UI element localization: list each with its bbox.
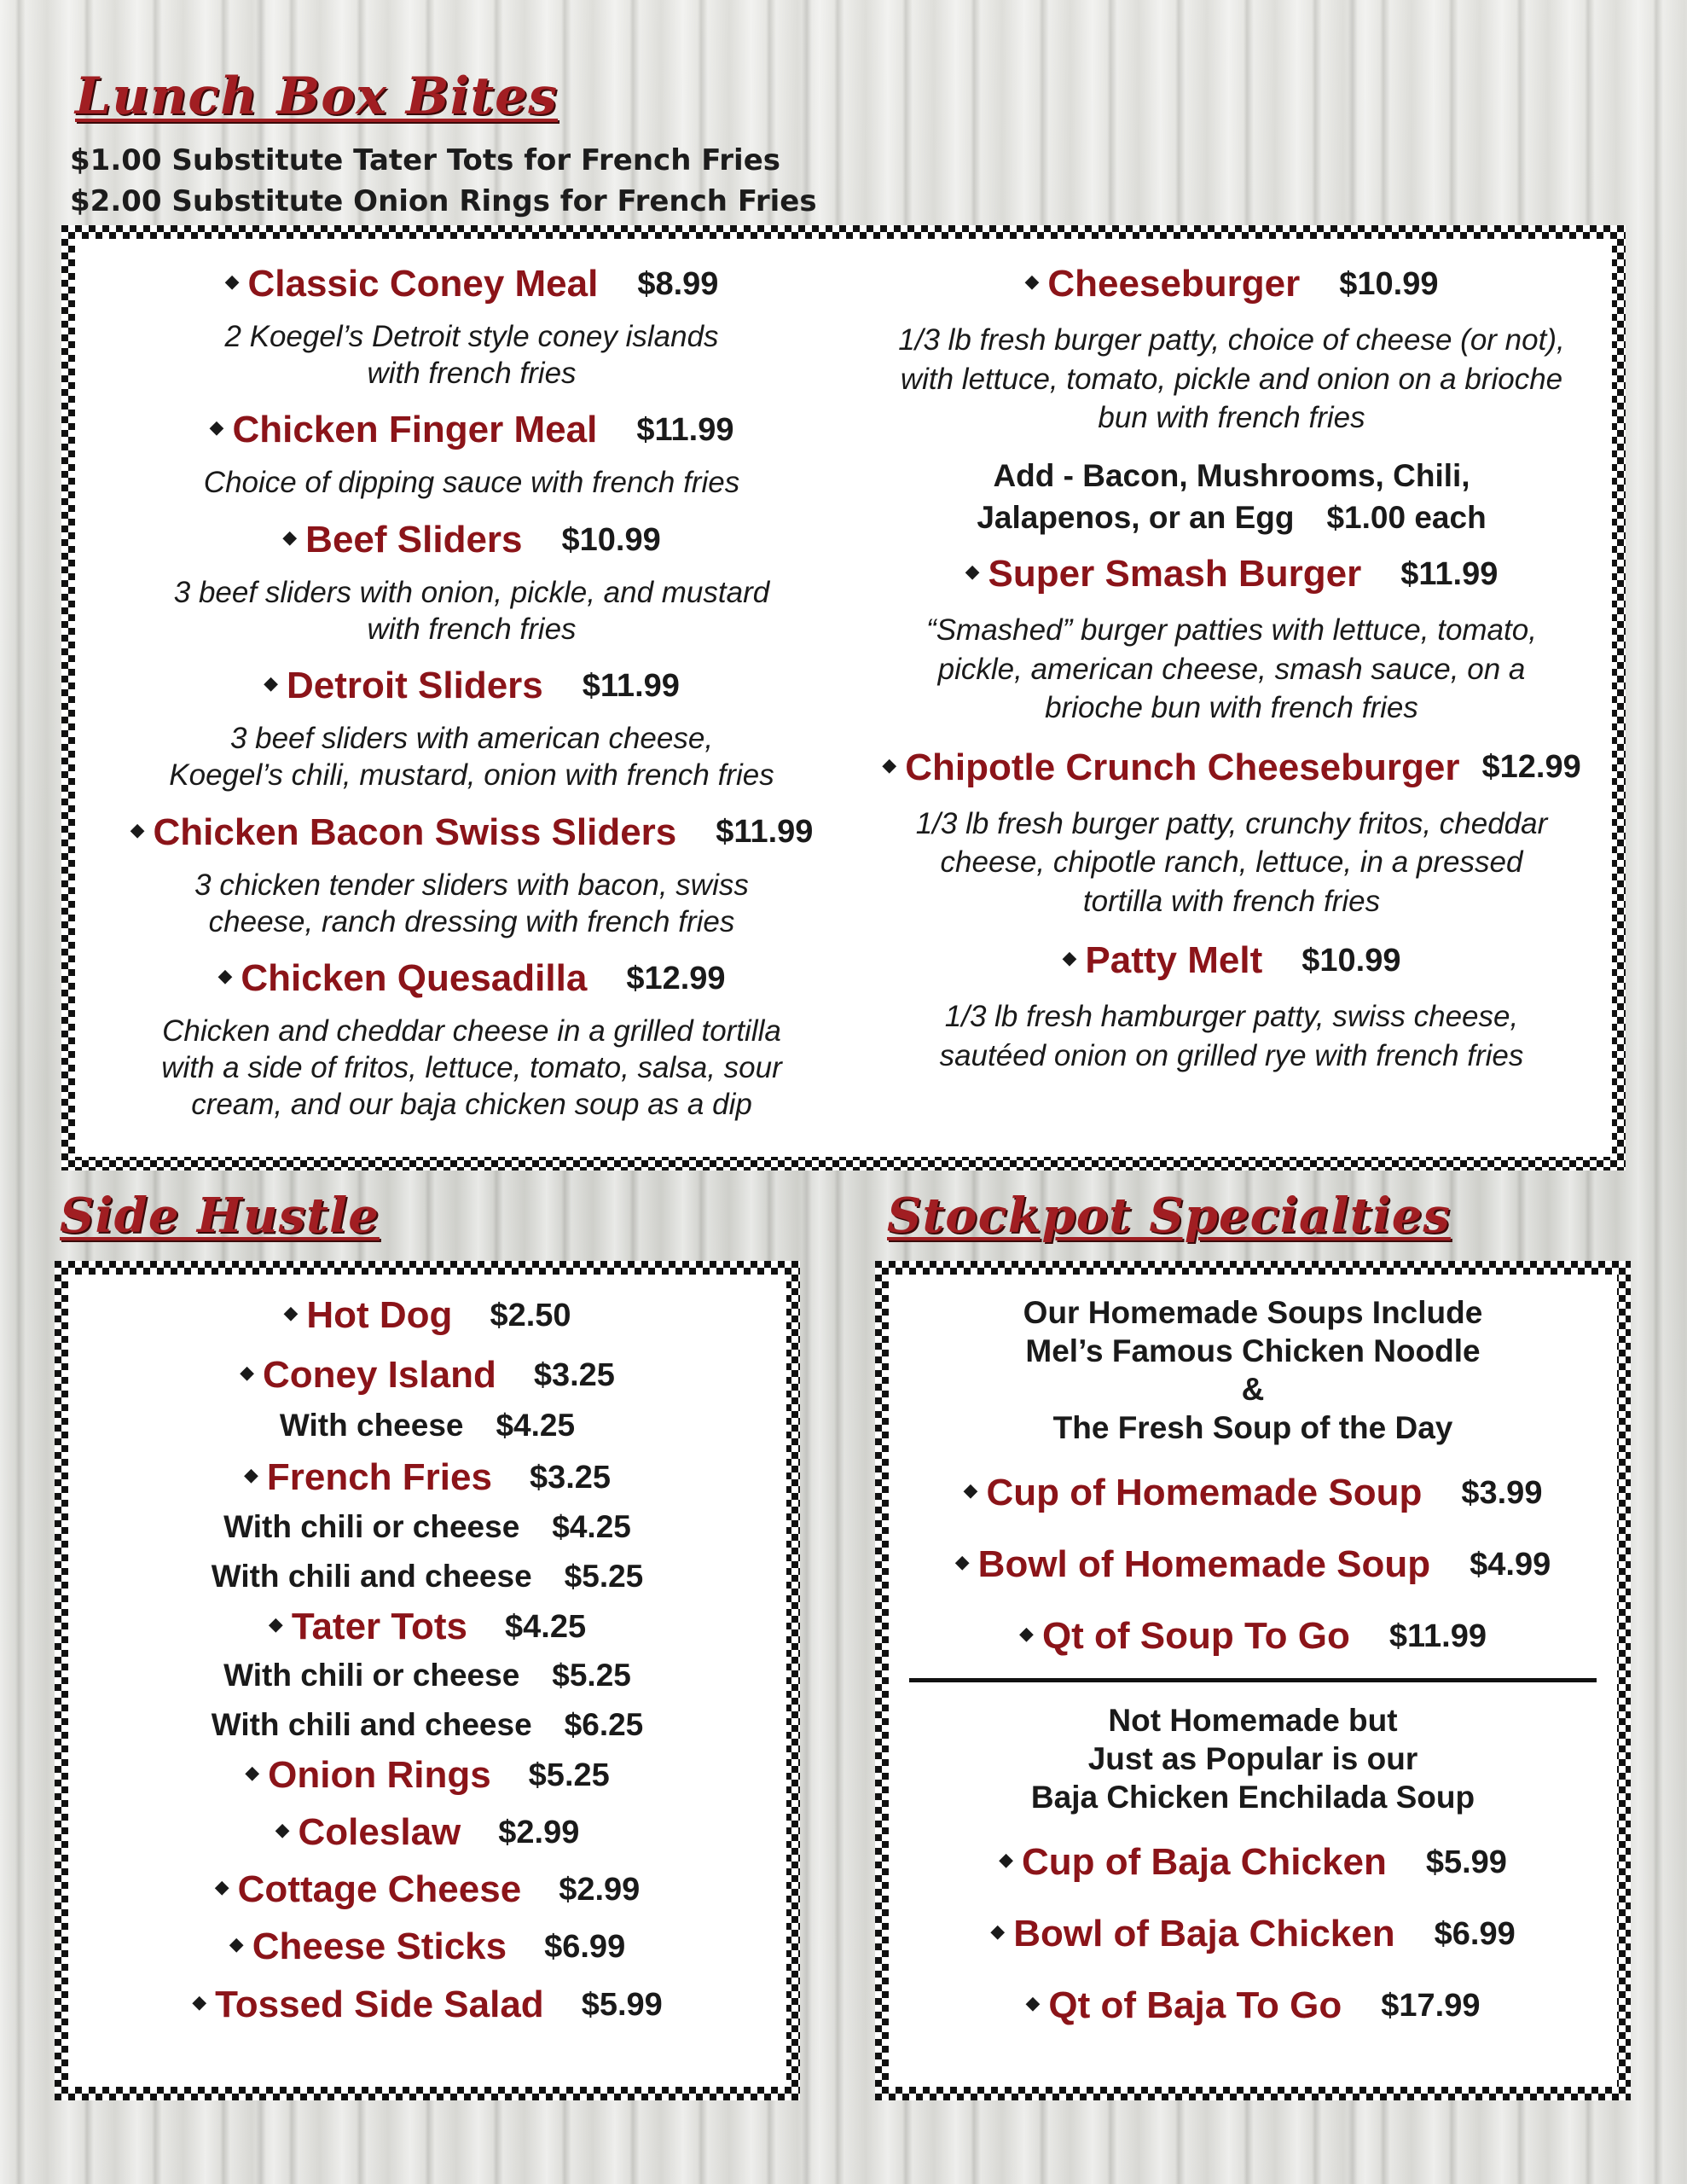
item-description: [75, 575, 868, 648]
item-name: Chicken Finger Meal: [232, 409, 598, 451]
option-price: $5.25: [564, 1558, 644, 1594]
soup-item-cup-baja: [889, 1840, 1617, 1885]
menu-item-chicken-finger-meal: [75, 409, 868, 451]
item-description: [851, 804, 1612, 921]
diamond-bullet-icon: ◆: [214, 1876, 229, 1898]
item-name: Cheeseburger: [1047, 263, 1301, 305]
section-divider: [909, 1678, 1597, 1682]
item-name: Coney Island: [262, 1354, 496, 1397]
diamond-bullet-icon: ◆: [209, 416, 224, 439]
item-description: [851, 321, 1612, 438]
side-option-fries-chili-and-cheese: [68, 1555, 786, 1598]
desc-line: 2 Koegel’s Detroit style coney islands: [224, 320, 719, 353]
side-item-tater-tots: [68, 1605, 786, 1649]
desc-line: with lettuce, tomato, pickle and onion on a brioche: [900, 362, 1563, 396]
intro-line: Our Homemade Soups Include: [1023, 1295, 1483, 1330]
item-name: Qt of Soup To Go: [1041, 1615, 1350, 1658]
desc-line: 3 chicken tender sliders with bacon, swiss: [194, 868, 749, 902]
item-price: $10.99: [1301, 942, 1401, 979]
side-item-french-fries: [68, 1455, 786, 1500]
diamond-bullet-icon: ◆: [954, 1551, 970, 1573]
item-description: [851, 997, 1612, 1075]
desc-line: with french fries: [367, 356, 577, 390]
desc-line: cream, and our baja chicken soup as a dip: [191, 1087, 752, 1121]
diamond-bullet-icon: ◆: [990, 1920, 1006, 1942]
item-name: French Fries: [266, 1456, 492, 1499]
item-name: Qt of Baja To Go: [1048, 1984, 1342, 2027]
soup-item-bowl-baja: [889, 1912, 1617, 1956]
desc-line: pickle, american cheese, smash sauce, on a: [937, 652, 1526, 686]
desc-line: sautéed onion on grilled rye with french fries: [939, 1038, 1524, 1072]
diamond-bullet-icon: ◆: [965, 561, 980, 583]
desc-line: with french fries: [367, 612, 577, 646]
side-item-hot-dog: [68, 1293, 786, 1338]
item-name: Cup of Baja Chicken: [1021, 1840, 1387, 1883]
item-name: Cottage Cheese: [237, 1868, 522, 1911]
item-price: $5.25: [528, 1757, 610, 1793]
desc-line: Choice of dipping sauce with french fries: [203, 466, 740, 500]
desc-line: bun with french fries: [1098, 401, 1365, 434]
side-hustle-title: Side Hustle: [60, 1188, 380, 1244]
item-description: [75, 319, 868, 392]
desc-line: cheese, ranch dressing with french fries: [208, 904, 735, 938]
baja-intro: [889, 1701, 1617, 1816]
addons-line-2: [851, 497, 1612, 539]
stockpot-panel: [875, 1261, 1631, 2100]
item-name: Bowl of Homemade Soup: [977, 1543, 1431, 1586]
side-hustle-panel: [55, 1261, 800, 2100]
addons-block: [851, 455, 1612, 540]
diamond-bullet-icon: ◆: [224, 270, 240, 292]
item-name: Coleslaw: [298, 1810, 461, 1853]
diamond-bullet-icon: ◆: [192, 1990, 207, 2013]
item-price: $6.99: [544, 1929, 626, 1966]
menu-item-classic-coney-meal: [75, 263, 868, 305]
side-item-tossed-side-salad: [68, 1983, 786, 2027]
stockpot-specialties-title: Stockpot Specialties: [887, 1188, 1451, 1244]
desc-line: with a side of fritos, lettuce, tomato, salsa, sour: [161, 1050, 782, 1084]
addons-line-1: Add - Bacon, Mushrooms, Chili,: [993, 457, 1470, 493]
option-price: $6.25: [564, 1706, 644, 1742]
stockpot-list: [889, 1293, 1617, 2028]
item-price: $5.99: [1425, 1844, 1507, 1880]
item-price: $8.99: [637, 265, 719, 302]
item-price: $11.99: [716, 814, 814, 851]
desc-line: “Smashed” burger patties with lettuce, tomato,: [926, 613, 1537, 648]
menu-item-detroit-sliders: [75, 665, 868, 707]
intro-line: The Fresh Soup of the Day: [1052, 1410, 1453, 1445]
item-price: $3.25: [533, 1357, 615, 1394]
option-label: With chili and cheese: [211, 1558, 532, 1594]
item-price: $3.99: [1461, 1475, 1543, 1511]
item-description: [75, 1014, 868, 1123]
item-price: $12.99: [626, 960, 726, 996]
diamond-bullet-icon: ◆: [268, 1612, 283, 1635]
diamond-bullet-icon: ◆: [264, 672, 279, 694]
desc-line: Chicken and cheddar cheese in a grilled tortilla: [162, 1014, 781, 1048]
item-description: [75, 465, 868, 502]
desc-line: 1/3 lb fresh burger patty, choice of cheese (or not),: [898, 323, 1565, 357]
item-name: Bowl of Baja Chicken: [1013, 1912, 1395, 1955]
diamond-bullet-icon: ◆: [999, 1848, 1013, 1870]
item-name: Cheese Sticks: [252, 1926, 507, 1968]
side-hustle-panel-body: [68, 1275, 786, 2087]
desc-line: cheese, chipotle ranch, lettuce, in a pressed: [940, 845, 1523, 880]
side-option-tots-chili-and-cheese: [68, 1704, 786, 1746]
diamond-bullet-icon: ◆: [243, 1464, 258, 1486]
desc-line: brioche bun with french fries: [1045, 691, 1418, 725]
desc-line: 3 beef sliders with american cheese,: [229, 722, 714, 756]
diamond-bullet-icon: ◆: [282, 526, 298, 549]
option-price: $4.25: [552, 1508, 631, 1544]
item-name: Chicken Bacon Swiss Sliders: [153, 810, 677, 853]
item-price: $11.99: [1388, 1618, 1487, 1655]
lunch-box-panel-body: [75, 239, 1612, 1157]
substitution-line-2: $2.00 Substitute Onion Rings for French Fries: [70, 184, 817, 218]
diamond-bullet-icon: ◆: [1062, 947, 1077, 969]
side-hustle-list: [68, 1293, 786, 2027]
item-price: $10.99: [1339, 265, 1439, 302]
option-label: With chili or cheese: [223, 1657, 520, 1693]
lunch-box-panel: [61, 225, 1626, 1170]
intro-line: Mel’s Famous Chicken Noodle: [1025, 1333, 1481, 1368]
soup-item-cup-homemade: [889, 1471, 1617, 1515]
desc-line: 3 beef sliders with onion, pickle, and mustard: [173, 576, 770, 610]
item-name: Classic Coney Meal: [247, 263, 599, 305]
option-price: $5.25: [552, 1657, 631, 1693]
menu-item-beef-sliders: [75, 519, 868, 561]
diamond-bullet-icon: ◆: [1025, 1992, 1041, 2014]
diamond-bullet-icon: ◆: [963, 1479, 978, 1501]
item-name: Detroit Sliders: [287, 665, 543, 707]
item-price: $2.50: [490, 1298, 571, 1333]
addons-price: $1.00 each: [1326, 500, 1487, 536]
option-label: With chili and cheese: [211, 1706, 532, 1742]
item-price: $17.99: [1381, 1988, 1481, 2024]
option-label: With chili or cheese: [223, 1508, 520, 1544]
desc-line: Koegel’s chili, mustard, onion with french fries: [169, 758, 774, 793]
stockpot-panel-body: [889, 1275, 1617, 2087]
soup-item-qt-baja: [889, 1984, 1617, 2028]
soup-intro: [889, 1293, 1617, 1447]
desc-line: 1/3 lb fresh burger patty, crunchy fritos, cheddar: [915, 806, 1548, 840]
item-price: $6.99: [1434, 1915, 1516, 1952]
item-price: $2.99: [559, 1872, 641, 1908]
side-item-coleslaw: [68, 1810, 786, 1855]
menu-item-super-smash-burger: [851, 553, 1612, 595]
item-price: $3.25: [529, 1460, 612, 1496]
option-label: With cheese: [279, 1408, 464, 1443]
side-item-cheese-sticks: [68, 1925, 786, 1969]
diamond-bullet-icon: ◆: [229, 1933, 244, 1955]
item-price: $11.99: [636, 411, 734, 448]
addons-text: Jalapenos, or an Egg: [977, 500, 1295, 536]
diamond-bullet-icon: ◆: [130, 818, 145, 840]
item-price: $11.99: [1400, 555, 1499, 592]
intro-line: &: [1241, 1372, 1265, 1407]
item-price: $11.99: [582, 667, 680, 704]
item-name: Tossed Side Salad: [215, 1983, 544, 2025]
item-name: Beef Sliders: [305, 519, 523, 561]
desc-line: tortilla with french fries: [1082, 884, 1381, 918]
item-price: $2.99: [498, 1814, 580, 1850]
lunch-box-right-column: [851, 263, 1612, 1075]
side-option-tots-chili-or-cheese: [68, 1654, 786, 1697]
desc-line: 1/3 lb fresh hamburger patty, swiss cheese,: [944, 1000, 1519, 1034]
lunch-box-left-column: [75, 263, 868, 1123]
item-description: [851, 611, 1612, 728]
item-price: $4.99: [1470, 1547, 1551, 1583]
item-name: Chicken Quesadilla: [241, 957, 588, 1000]
menu-item-chicken-bacon-swiss-sliders: [75, 811, 868, 854]
lunch-box-bites-title: Lunch Box Bites: [75, 67, 559, 126]
soup-item-qt-to-go: [889, 1614, 1617, 1658]
side-item-cottage-cheese: [68, 1867, 786, 1912]
menu-item-chipotle-crunch-cheeseburger: [851, 746, 1612, 789]
option-price: $4.25: [496, 1408, 576, 1443]
diamond-bullet-icon: ◆: [1024, 270, 1040, 292]
menu-item-chicken-quesadilla: [75, 957, 868, 1000]
item-name: Super Smash Burger: [988, 553, 1362, 595]
diamond-bullet-icon: ◆: [240, 1362, 254, 1384]
diamond-bullet-icon: ◆: [1019, 1623, 1034, 1645]
item-description: [75, 868, 868, 940]
diamond-bullet-icon: ◆: [217, 965, 233, 987]
soup-item-bowl-homemade: [889, 1542, 1617, 1587]
side-option-coney-cheese: [68, 1404, 786, 1447]
side-item-onion-rings: [68, 1753, 786, 1798]
side-option-fries-chili-or-cheese: [68, 1506, 786, 1548]
side-item-coney-island: [68, 1353, 786, 1397]
item-name: Chipotle Crunch Cheeseburger: [905, 746, 1460, 788]
item-name: Onion Rings: [268, 1753, 491, 1796]
item-name: Tater Tots: [291, 1605, 467, 1647]
item-name: Hot Dog: [306, 1294, 453, 1336]
item-price: $4.25: [505, 1608, 587, 1645]
item-price: $5.99: [581, 1986, 663, 2023]
intro-line: Baja Chicken Enchilada Soup: [1030, 1779, 1475, 1815]
item-price: $12.99: [1481, 749, 1581, 786]
diamond-bullet-icon: ◆: [275, 1818, 290, 1840]
diamond-bullet-icon: ◆: [882, 753, 897, 775]
diamond-bullet-icon: ◆: [245, 1761, 260, 1783]
substitution-line-1: $1.00 Substitute Tater Tots for French Fries: [70, 143, 780, 177]
item-name: Patty Melt: [1085, 939, 1263, 982]
item-price: $10.99: [561, 521, 661, 558]
item-description: [75, 721, 868, 793]
diamond-bullet-icon: ◆: [283, 1302, 299, 1323]
item-name: Cup of Homemade Soup: [986, 1472, 1423, 1513]
intro-line: Not Homemade but: [1108, 1702, 1398, 1738]
menu-item-cheeseburger: [851, 263, 1612, 305]
menu-item-patty-melt: [851, 939, 1612, 982]
intro-line: Just as Popular is our: [1087, 1740, 1418, 1776]
